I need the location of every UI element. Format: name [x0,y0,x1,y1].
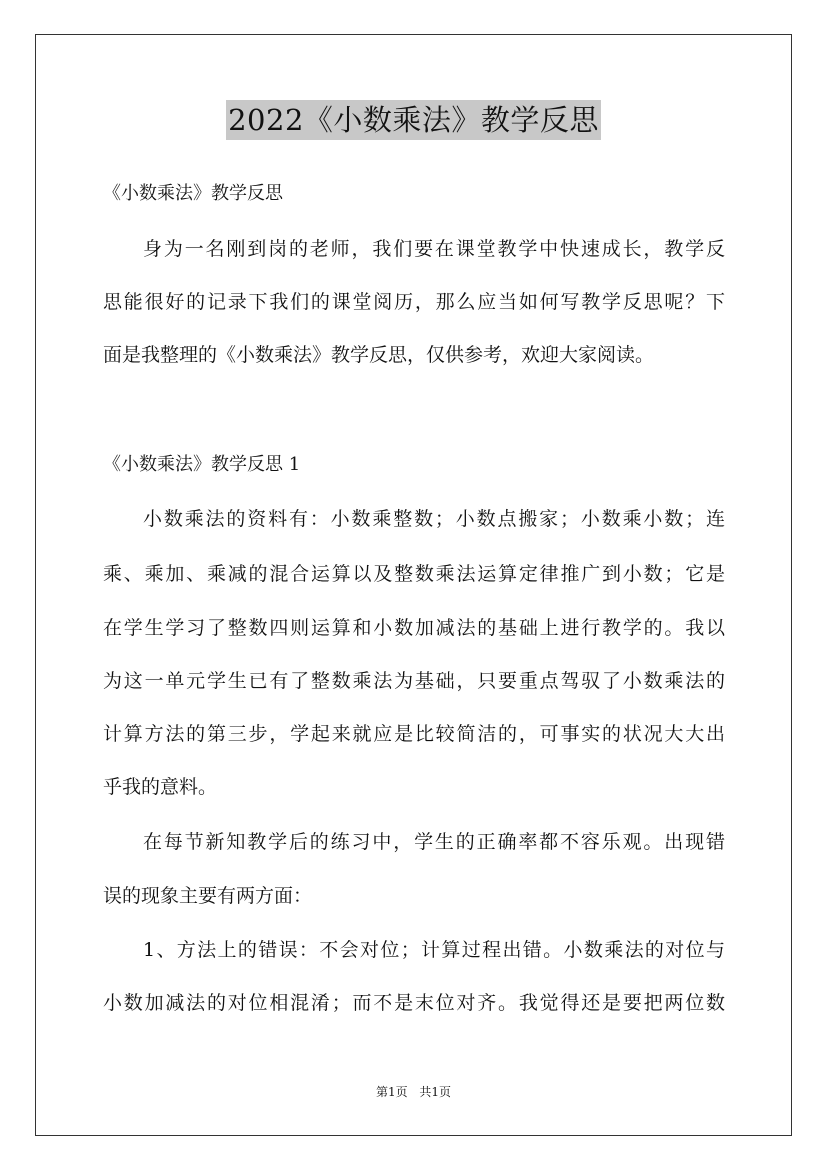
paragraph-line: 乎我的意料。 [103,776,218,798]
paragraph-line: 小数加减法的对位相混淆；而不是末位对齐。我觉得还是要把两位数 [103,992,725,1014]
document-title: 2022《小数乘法》教学反思 [226,100,601,140]
paragraph-line: 在每节新知教学后的练习中，学生的正确率都不容乐观。出现错 [143,831,725,853]
paragraph-line: 小数乘法的资料有：小数乘整数；小数点搬家；小数乘小数；连 [143,508,725,530]
paragraph-line: 误的现象主要有两方面： [103,885,313,907]
paragraph-line: 乘、乘加、乘减的混合运算以及整数乘法运算定律推广到小数；它是 [103,563,725,585]
page-total: 共1页 [419,1085,452,1099]
title-container [0,100,827,140]
page-footer [0,1084,827,1100]
paragraph-line: 在学生学习了整数四则运算和小数加减法的基础上进行教学的。我以 [103,617,725,639]
document-subtitle: 《小数乘法》教学反思 [103,183,283,204]
section-heading: 《小数乘法》教学反思 1 [103,454,301,475]
intro-line: 身为一名刚到岗的老师，我们要在课堂教学中快速成长，教学反 [143,238,725,260]
paragraph-line: 计算方法的第三步，学起来就应是比较简洁的，可事实的状况大大出 [103,723,725,745]
intro-line: 面是我整理的《小数乘法》教学反思，仅供参考，欢迎大家阅读。 [103,344,655,366]
intro-line: 思能很好的记录下我们的课堂阅历，那么应当如何写教学反思呢？下 [103,291,725,313]
paragraph-line: 1、方法上的错误：不会对位；计算过程出错。小数乘法的对位与 [143,939,725,961]
page-number: 第1页 [375,1085,408,1099]
paragraph-line: 为这一单元学生已有了整数乘法为基础，只要重点驾驭了小数乘法的 [103,670,725,692]
